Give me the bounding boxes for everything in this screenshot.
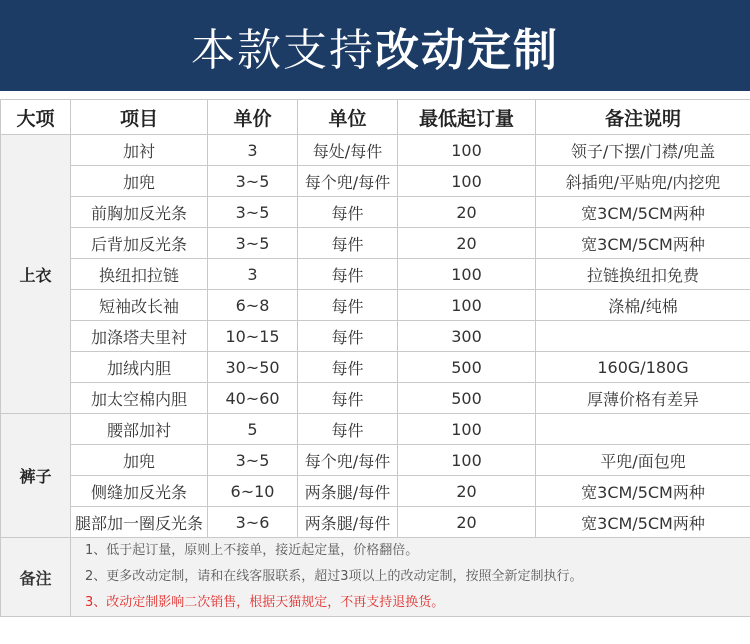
header-min-order: 最低起订量 (398, 100, 536, 135)
remark-cell (536, 321, 750, 352)
table-row (1, 228, 750, 259)
remark-cell: 厚薄价格有差异 (536, 383, 750, 414)
price-cell: 3 (208, 259, 298, 290)
table-row (1, 445, 750, 476)
table-row (1, 197, 750, 228)
min-order-cell: 100 (398, 135, 536, 166)
item-cell: 换纽扣拉链 (71, 259, 208, 290)
min-order-cell: 500 (398, 352, 536, 383)
header-category: 大项 (1, 100, 71, 135)
min-order-cell: 300 (398, 321, 536, 352)
table-row (1, 135, 750, 166)
unit-cell: 每件 (298, 321, 398, 352)
unit-cell: 两条腿/每件 (298, 507, 398, 538)
item-cell: 前胸加反光条 (71, 197, 208, 228)
header-remarks: 备注说明 (536, 100, 750, 135)
remark-cell: 宽3CM/5CM两种 (536, 476, 750, 507)
remark-cell: 平兜/面包兜 (536, 445, 750, 476)
note-line: 1、低于起订量，原则上不接单，接近起定量，价格翻倍。 (85, 543, 419, 558)
notes-label: 备注 (1, 538, 71, 617)
min-order-cell: 20 (398, 507, 536, 538)
item-cell: 加兜 (71, 445, 208, 476)
remark-cell: 160G/180G (536, 352, 750, 383)
price-cell: 3~6 (208, 507, 298, 538)
item-cell: 腰部加衬 (71, 414, 208, 445)
item-cell: 短袖改长袖 (71, 290, 208, 321)
item-cell: 加兜 (71, 166, 208, 197)
header-unit-price: 单价 (208, 100, 298, 135)
price-cell: 5 (208, 414, 298, 445)
page-banner (0, 0, 750, 91)
min-order-cell: 500 (398, 383, 536, 414)
price-cell: 3~5 (208, 197, 298, 228)
unit-cell: 两条腿/每件 (298, 476, 398, 507)
table-row (1, 352, 750, 383)
remark-cell: 领子/下摆/门襟/兜盖 (536, 135, 750, 166)
price-cell: 30~50 (208, 352, 298, 383)
table-header-row (1, 100, 750, 135)
price-cell: 3~5 (208, 166, 298, 197)
table-row (1, 507, 750, 538)
table-row (1, 166, 750, 197)
min-order-cell: 20 (398, 476, 536, 507)
price-cell: 6~10 (208, 476, 298, 507)
price-cell: 3~5 (208, 228, 298, 259)
min-order-cell: 20 (398, 228, 536, 259)
table-row (1, 383, 750, 414)
header-item: 项目 (71, 100, 208, 135)
note-line: 2、更多改动定制，请和在线客服联系，超过3项以上的改动定制，按照全新定制执行。 (85, 569, 583, 584)
remark-cell: 宽3CM/5CM两种 (536, 197, 750, 228)
table-row (1, 476, 750, 507)
unit-cell: 每处/每件 (298, 135, 398, 166)
price-cell: 3~5 (208, 445, 298, 476)
note-line-warning: 3、改动定制影响二次销售，根据天猫规定，不再支持退换货。 (85, 595, 445, 610)
table-row (1, 321, 750, 352)
price-cell: 10~15 (208, 321, 298, 352)
min-order-cell: 100 (398, 166, 536, 197)
min-order-cell: 100 (398, 290, 536, 321)
item-cell: 后背加反光条 (71, 228, 208, 259)
remark-cell: 拉链换纽扣免费 (536, 259, 750, 290)
unit-cell: 每件 (298, 383, 398, 414)
min-order-cell: 100 (398, 259, 536, 290)
remark-cell (536, 414, 750, 445)
remark-cell: 斜插兜/平贴兜/内挖兜 (536, 166, 750, 197)
unit-cell: 每个兜/每件 (298, 445, 398, 476)
unit-cell: 每件 (298, 352, 398, 383)
banner-title-bold: 改动定制 (375, 24, 559, 76)
remark-cell: 涤棉/纯棉 (536, 290, 750, 321)
item-cell: 加涤塔夫里衬 (71, 321, 208, 352)
customization-price-table (0, 99, 750, 617)
unit-cell: 每个兜/每件 (298, 166, 398, 197)
remark-cell: 宽3CM/5CM两种 (536, 507, 750, 538)
remark-cell: 宽3CM/5CM两种 (536, 228, 750, 259)
banner-title-light: 本款支持 (191, 24, 375, 76)
notes-content (71, 538, 750, 617)
notes-row (1, 538, 750, 617)
unit-cell: 每件 (298, 228, 398, 259)
item-cell: 加绒内胆 (71, 352, 208, 383)
min-order-cell: 100 (398, 414, 536, 445)
unit-cell: 每件 (298, 259, 398, 290)
price-cell: 3 (208, 135, 298, 166)
table-row (1, 259, 750, 290)
header-unit: 单位 (298, 100, 398, 135)
table-row (1, 290, 750, 321)
item-cell: 加太空棉内胆 (71, 383, 208, 414)
item-cell: 加衬 (71, 135, 208, 166)
table-row (1, 414, 750, 445)
category-cell: 上衣 (1, 135, 71, 414)
unit-cell: 每件 (298, 290, 398, 321)
category-cell: 裤子 (1, 414, 71, 538)
unit-cell: 每件 (298, 414, 398, 445)
min-order-cell: 100 (398, 445, 536, 476)
min-order-cell: 20 (398, 197, 536, 228)
price-cell: 6~8 (208, 290, 298, 321)
item-cell: 侧缝加反光条 (71, 476, 208, 507)
price-cell: 40~60 (208, 383, 298, 414)
item-cell: 腿部加一圈反光条 (71, 507, 208, 538)
unit-cell: 每件 (298, 197, 398, 228)
